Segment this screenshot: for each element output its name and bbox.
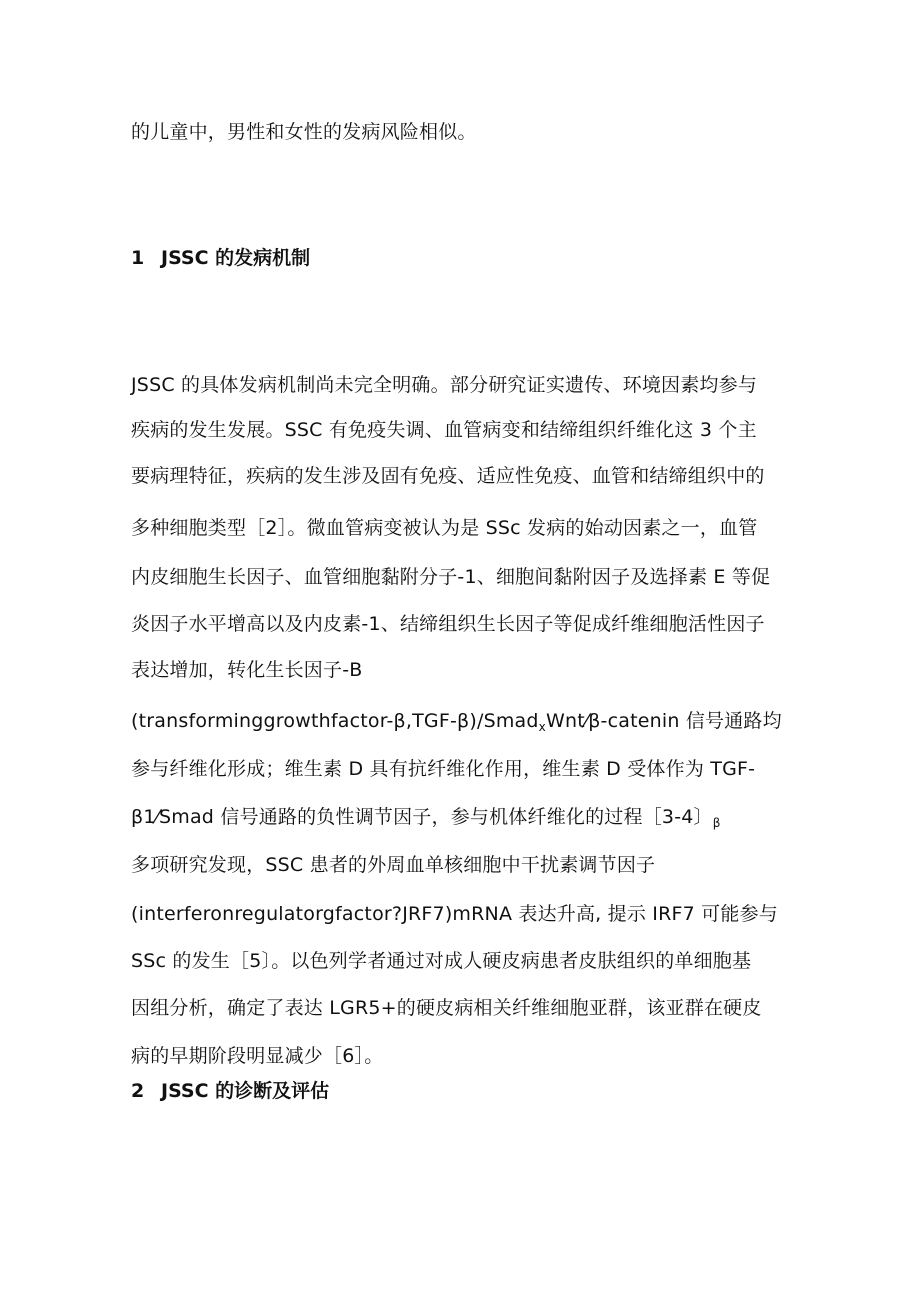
paragraph-line: 多项研究发现，SSC 患者的外周血单核细胞中干扰素调节因子 (131, 854, 656, 876)
paragraph-line: (interferonregulatorgfactor?JRF7)mRNA 表达升高, 提示 IRF7 可能参与 (131, 903, 778, 925)
paragraph-line: 炎因子水平增高以及内皮素-1、结缔组织生长因子等促成纤维细胞活性因子 (131, 613, 765, 635)
paragraph-line: 病的早期阶段明显减少［6］。 (131, 1045, 384, 1067)
subscript: x (538, 720, 546, 734)
paragraph-line: 内皮细胞生长因子、血管细胞黏附分子-1、细胞间黏附因子及选择素 E 等促 (131, 566, 771, 588)
formula-text: (transforminggrowthfactor-β,TGF-β)/Smad (131, 710, 539, 732)
paragraph-line: 参与纤维化形成；维生素 D 具有抗纤维化作用，维生素 D 受体作为 TGF- (131, 758, 756, 780)
section-title: JSSC 的发病机制 (161, 247, 311, 269)
section-number: 1 (131, 247, 145, 269)
paragraph-line: 疾病的发生发展。SSC 有免疫失调、血管病变和结缔组织纤维化这 3 个主 (131, 419, 757, 441)
formula-text: β1⁄Smad 信号通路的负性调节因子，参与机体纤维化的过程［3-4〕 (131, 806, 713, 828)
paragraph-line-formula (131, 805, 721, 835)
paragraph-line: 要病理特征，疾病的发生涉及固有免疫、适应性免疫、血管和结缔组织中的 (131, 465, 765, 487)
section-heading-2 (131, 1079, 329, 1103)
section-heading-1 (131, 246, 310, 270)
subscript: β (712, 816, 721, 830)
formula-text-continued: Wnt⁄β-catenin 信号通路均 (545, 710, 782, 732)
paragraph-line: JSSC 的具体发病机制尚未完全明确。部分研究证实遗传、环境因素均参与 (131, 374, 758, 396)
section-number: 2 (131, 1080, 145, 1102)
paragraph-line: SSc 的发生［5〕。以色列学者通过对成人硬皮病患者皮肤组织的单细胞基 (131, 950, 752, 972)
section-title: JSSC 的诊断及评估 (161, 1080, 330, 1102)
paragraph-line: 多种细胞类型［2］。微血管病变被认为是 SSc 发病的始动因素之一，血管 (131, 517, 758, 539)
intro-line: 的儿童中，男性和女性的发病风险相似。 (131, 121, 477, 143)
paragraph-line-formula (131, 709, 782, 739)
paragraph-line: 表达增加，转化生长因子-B (131, 659, 363, 681)
paragraph-line: 因组分析，确定了表达 LGR5+的硬皮病相关纤维细胞亚群，该亚群在硬皮 (131, 997, 762, 1019)
